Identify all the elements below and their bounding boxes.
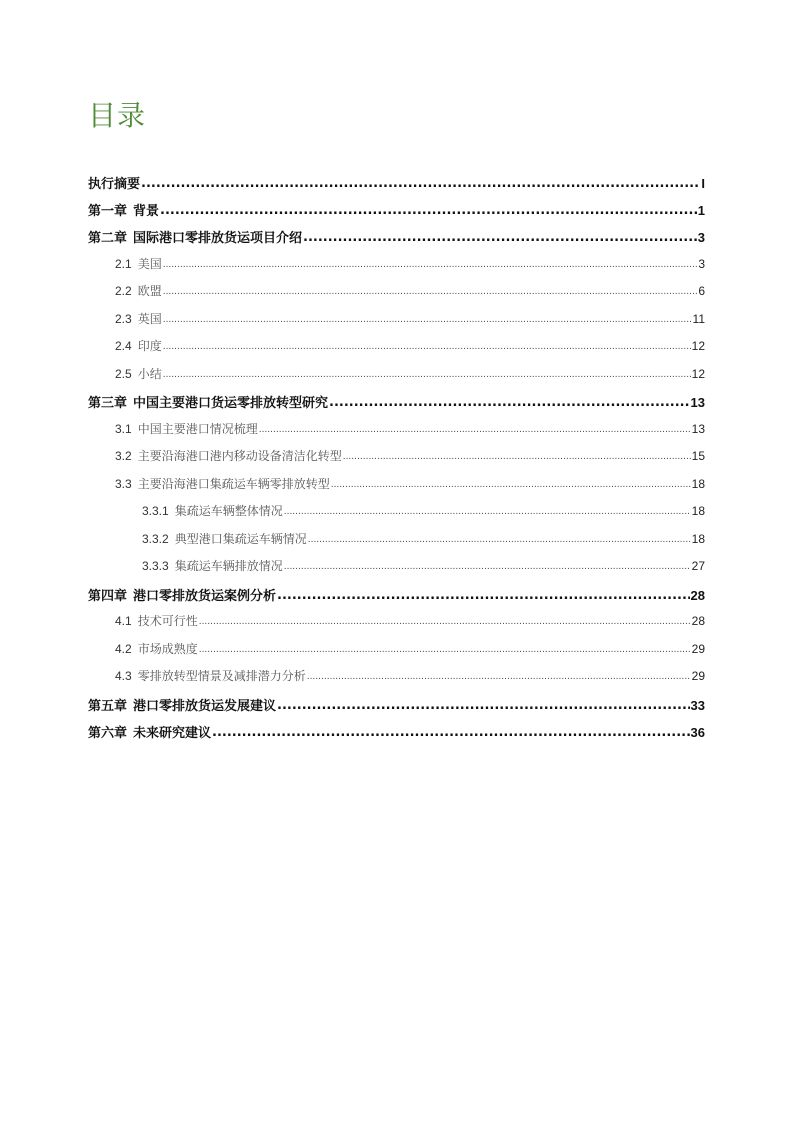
toc-entry-number: 第二章 xyxy=(88,231,128,246)
toc-entry-label: 欧盟 xyxy=(137,284,162,298)
toc-entry-page: 6 xyxy=(698,284,705,298)
dot-leader xyxy=(307,672,691,682)
toc-entry-3-3-1[interactable] xyxy=(142,502,705,522)
toc-entry-3-3-3[interactable] xyxy=(142,557,705,577)
toc-entry-page: 28 xyxy=(690,588,705,603)
toc-entry-number: 3.3 xyxy=(115,477,132,491)
toc-entry-number: 4.3 xyxy=(115,669,132,683)
toc-entry-3-1[interactable] xyxy=(115,420,705,440)
dot-leader xyxy=(277,698,690,713)
toc-entry-label: 美国 xyxy=(137,257,162,271)
toc-entry-number: 2.1 xyxy=(115,257,132,271)
toc-entry-chapter-2[interactable] xyxy=(88,227,705,247)
toc-entry-page: 27 xyxy=(691,559,705,573)
dot-leader xyxy=(163,342,691,352)
toc-entry-label: 主要沿海港口港内移动设备清洁化转型 xyxy=(137,449,342,463)
toc-entry-chapter-3[interactable] xyxy=(88,392,705,412)
toc-entry-number: 3.3.3 xyxy=(142,559,169,573)
toc-entry-4-3[interactable] xyxy=(115,667,705,687)
toc-entry-chapter-6[interactable] xyxy=(88,722,705,742)
toc-entry-number: 第六章 xyxy=(88,726,128,741)
toc-entry-label: 零排放转型情景及减排潜力分析 xyxy=(137,669,306,683)
toc-entry-label: 典型港口集疏运车辆情况 xyxy=(174,532,307,546)
toc-entry-number: 第五章 xyxy=(88,699,128,714)
toc-entry-chapter-1[interactable] xyxy=(88,200,705,220)
toc-entry-2-4[interactable] xyxy=(115,337,705,357)
toc-entry-label: 主要沿海港口集疏运车辆零排放转型 xyxy=(137,477,330,491)
toc-entry-label: 市场成熟度 xyxy=(137,642,198,656)
toc-entry-page: 3 xyxy=(697,230,705,245)
toc-entry-number: 第一章 xyxy=(88,204,128,219)
dot-leader xyxy=(212,725,690,740)
toc-entry-2-2[interactable] xyxy=(115,282,705,302)
toc-entry-page: 28 xyxy=(691,614,705,628)
dot-leader xyxy=(277,588,690,603)
toc-entry-page: 1 xyxy=(697,203,705,218)
toc-entry-page: 18 xyxy=(691,504,705,518)
toc-entry-page: 12 xyxy=(691,367,705,381)
dot-leader xyxy=(331,480,691,490)
toc-entry-3-3[interactable] xyxy=(115,475,705,495)
dot-leader xyxy=(308,535,691,545)
toc-entry-2-1[interactable] xyxy=(115,255,705,275)
toc-entry-label: 集疏运车辆整体情况 xyxy=(174,504,283,518)
dot-leader xyxy=(199,617,691,627)
toc-entry-label: 技术可行性 xyxy=(137,614,198,628)
toc-entry-label: 印度 xyxy=(137,339,162,353)
toc-entry-2-5[interactable] xyxy=(115,365,705,385)
toc-entry-page: 15 xyxy=(691,449,705,463)
dot-leader xyxy=(163,260,698,270)
dot-leader xyxy=(259,425,691,435)
toc-entry-page: 11 xyxy=(692,312,705,326)
toc-entry-label: 中国主要港口情况梳理 xyxy=(137,422,258,436)
toc-entry-page: I xyxy=(701,176,705,191)
dot-leader xyxy=(163,315,692,325)
toc-entry-label: 港口零排放货运案例分析 xyxy=(133,589,277,604)
toc-entry-page: 13 xyxy=(691,422,705,436)
toc-entry-number: 2.3 xyxy=(115,312,132,326)
toc-entry-label: 集疏运车辆排放情况 xyxy=(174,559,283,573)
toc-entry-chapter-4[interactable] xyxy=(88,585,705,605)
toc-entry-label: 港口零排放货运发展建议 xyxy=(133,699,277,714)
dot-leader xyxy=(284,507,691,517)
toc-entry-number: 3.3.2 xyxy=(142,532,169,546)
toc-entry-label: 执行摘要 xyxy=(88,177,141,192)
toc-entry-label: 中国主要港口货运零排放转型研究 xyxy=(133,396,329,411)
dot-leader xyxy=(141,176,700,191)
toc-entry-number: 3.2 xyxy=(115,449,132,463)
toc-entry-page: 29 xyxy=(691,642,705,656)
toc-entry-page: 29 xyxy=(691,669,705,683)
toc-entry-number: 3.1 xyxy=(115,422,132,436)
toc-entry-3-2[interactable] xyxy=(115,447,705,467)
toc-entry-page: 18 xyxy=(691,532,705,546)
toc-entry-number: 第三章 xyxy=(88,396,128,411)
toc-entry-number: 3.3.1 xyxy=(142,504,169,518)
dot-leader xyxy=(303,230,697,245)
toc-entry-label: 背景 xyxy=(133,204,160,219)
toc-entry-page: 33 xyxy=(690,698,705,713)
dot-leader xyxy=(284,562,691,572)
toc-entry-number: 4.2 xyxy=(115,642,132,656)
toc-title: 目录 xyxy=(88,99,147,132)
toc-entry-label: 国际港口零排放货运项目介绍 xyxy=(133,231,303,246)
toc-entry-number: 2.4 xyxy=(115,339,132,353)
toc-entry-number: 2.2 xyxy=(115,284,132,298)
toc-entry-label: 未来研究建议 xyxy=(133,726,212,741)
dot-leader xyxy=(329,395,690,410)
toc-entry-label: 英国 xyxy=(137,312,162,326)
dot-leader xyxy=(163,287,698,297)
toc-entry-number: 4.1 xyxy=(115,614,132,628)
toc-entry-label: 小结 xyxy=(137,367,162,381)
dot-leader xyxy=(199,645,691,655)
dot-leader xyxy=(343,452,691,462)
toc-entry-chapter-5[interactable] xyxy=(88,695,705,715)
toc-entry-executive-summary[interactable] xyxy=(88,173,705,193)
toc-entry-page: 18 xyxy=(691,477,705,491)
toc-entry-page: 12 xyxy=(691,339,705,353)
toc-entry-page: 3 xyxy=(698,257,705,271)
toc-entry-2-3[interactable] xyxy=(115,310,705,330)
toc-entry-page: 13 xyxy=(690,395,705,410)
dot-leader xyxy=(163,370,691,380)
toc-entry-4-2[interactable] xyxy=(115,640,705,660)
toc-entry-3-3-2[interactable] xyxy=(142,530,705,550)
toc-entry-4-1[interactable] xyxy=(115,612,705,632)
toc-entry-page: 36 xyxy=(690,725,705,740)
toc-entry-number: 第四章 xyxy=(88,589,128,604)
toc-entry-number: 2.5 xyxy=(115,367,132,381)
dot-leader xyxy=(160,203,697,218)
